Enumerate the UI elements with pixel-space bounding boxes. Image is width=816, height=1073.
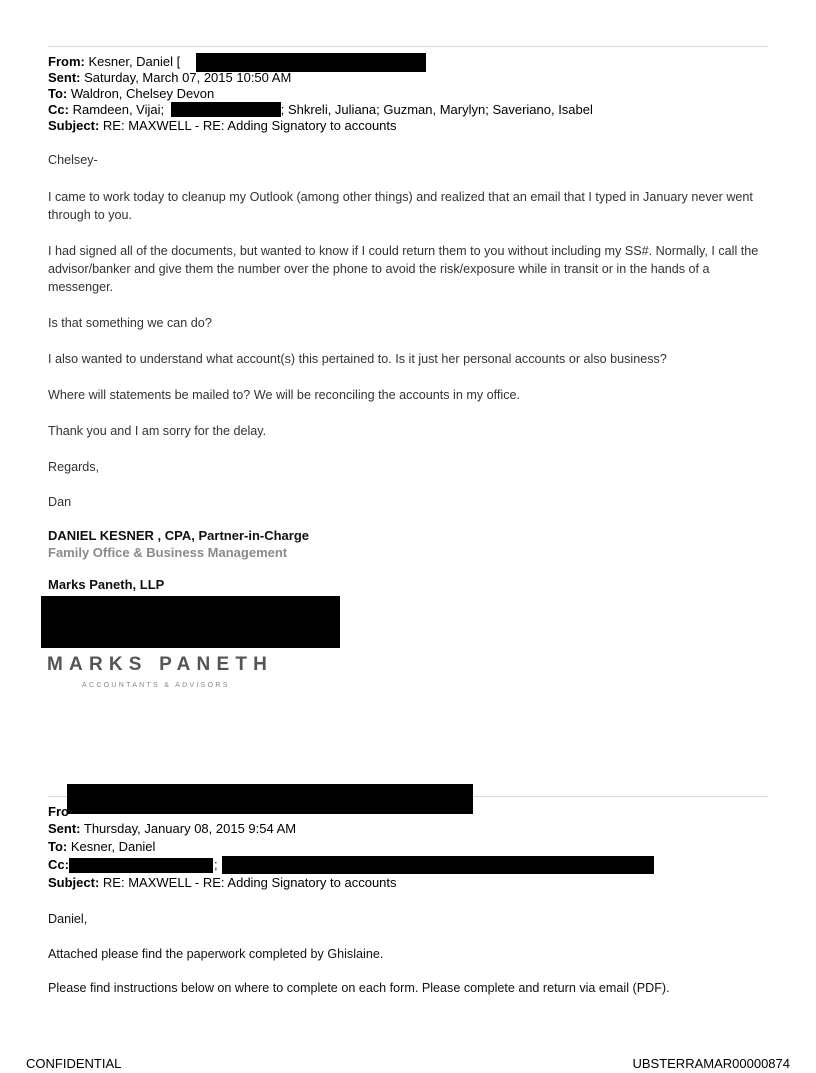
email1-body-line: I came to work today to cleanup my Outlook (among other things) and realized that an email that I typed in January never went through to you. — [48, 190, 753, 222]
signature-title: Family Office & Business Management — [48, 545, 288, 560]
subject-value: RE: MAXWELL - RE: Adding Signatory to accounts — [102, 875, 397, 890]
sent-value: Saturday, March 07, 2015 10:50 AM — [84, 70, 292, 85]
email2-body-line: Daniel, — [48, 912, 88, 926]
from-label: Fro — [48, 804, 69, 819]
to-value: Kesner, Daniel — [70, 839, 156, 854]
cc-label: Cc: — [48, 102, 69, 117]
to-value: Waldron, Chelsey Devon — [70, 86, 215, 101]
cc-value-b: ; Shkreli, Juliana; Guzman, Marylyn; Saveriano, Isabel — [280, 102, 593, 117]
to-label: To: — [48, 839, 68, 854]
cc-value-a: Ramdeen, Vijai; — [72, 102, 165, 117]
cc-separator: ; — [214, 857, 218, 872]
sent-label: Sent: — [48, 821, 81, 836]
redaction-block — [69, 858, 213, 873]
email1-cc-row — [48, 102, 593, 118]
email2-body-line: Please find instructions below on where to complete on each form. Please complete and return via email (PDF). — [48, 981, 670, 995]
signature-name: DANIEL KESNER , CPA, Partner-in-Charge — [48, 528, 310, 543]
email1-sent-row — [48, 70, 291, 86]
sent-value: Thursday, January 08, 2015 9:54 AM — [83, 821, 297, 836]
from-value: Kesner, Daniel [ — [88, 54, 181, 69]
subject-label: Subject: — [48, 875, 100, 890]
email1-body-line: Is that something we can do? — [48, 316, 212, 330]
confidential-label: CONFIDENTIAL — [26, 1056, 122, 1071]
email1-body-line: Where will statements be mailed to? We will be reconciling the accounts in my office. — [48, 388, 521, 402]
email2-from-row — [48, 804, 69, 820]
firm-logo-tagline: ACCOUNTANTS & ADVISORS — [82, 682, 230, 689]
signature-firm: Marks Paneth, LLP — [48, 577, 165, 592]
email1-body-line: I had signed all of the documents, but wanted to know if I could return them to you without including my SS#. Normally, I call the advisor/banker and give them the number over the phone to avoid the risk/exposure while in transit or in the hands of a messenger. — [48, 244, 759, 294]
subject-value: RE: MAXWELL - RE: Adding Signatory to accounts — [102, 118, 397, 133]
sent-label: Sent: — [48, 70, 81, 85]
cc-label: Cc: — [48, 857, 69, 872]
email1-to-row — [48, 86, 214, 102]
to-label: To: — [48, 86, 68, 101]
firm-logo: MARKS PANETH — [47, 654, 274, 675]
email2-cc-row — [48, 857, 69, 873]
header-divider — [48, 46, 768, 47]
redaction-block — [41, 596, 340, 648]
redaction-block — [67, 784, 473, 814]
redaction-block — [171, 102, 281, 117]
email1-from-row — [48, 54, 180, 70]
redaction-block — [222, 856, 654, 874]
email1-body-line: Chelsey- — [48, 153, 98, 167]
email1-body-line: Dan — [48, 495, 72, 509]
email1-body-line: Regards, — [48, 460, 100, 474]
email1-subject-row — [48, 118, 397, 134]
subject-label: Subject: — [48, 118, 100, 133]
email2-to-row — [48, 839, 155, 855]
email1-body-line: Thank you and I am sorry for the delay. — [48, 424, 267, 438]
from-label: From: — [48, 54, 85, 69]
email2-body-line: Attached please find the paperwork completed by Ghislaine. — [48, 947, 384, 961]
email1-body-line: I also wanted to understand what account(s) this pertained to. Is it just her personal accounts or also business? — [48, 352, 667, 366]
bates-number: UBSTERRAMAR00000874 — [632, 1056, 790, 1071]
email2-sent-row — [48, 821, 296, 837]
email2-subject-row — [48, 875, 397, 891]
